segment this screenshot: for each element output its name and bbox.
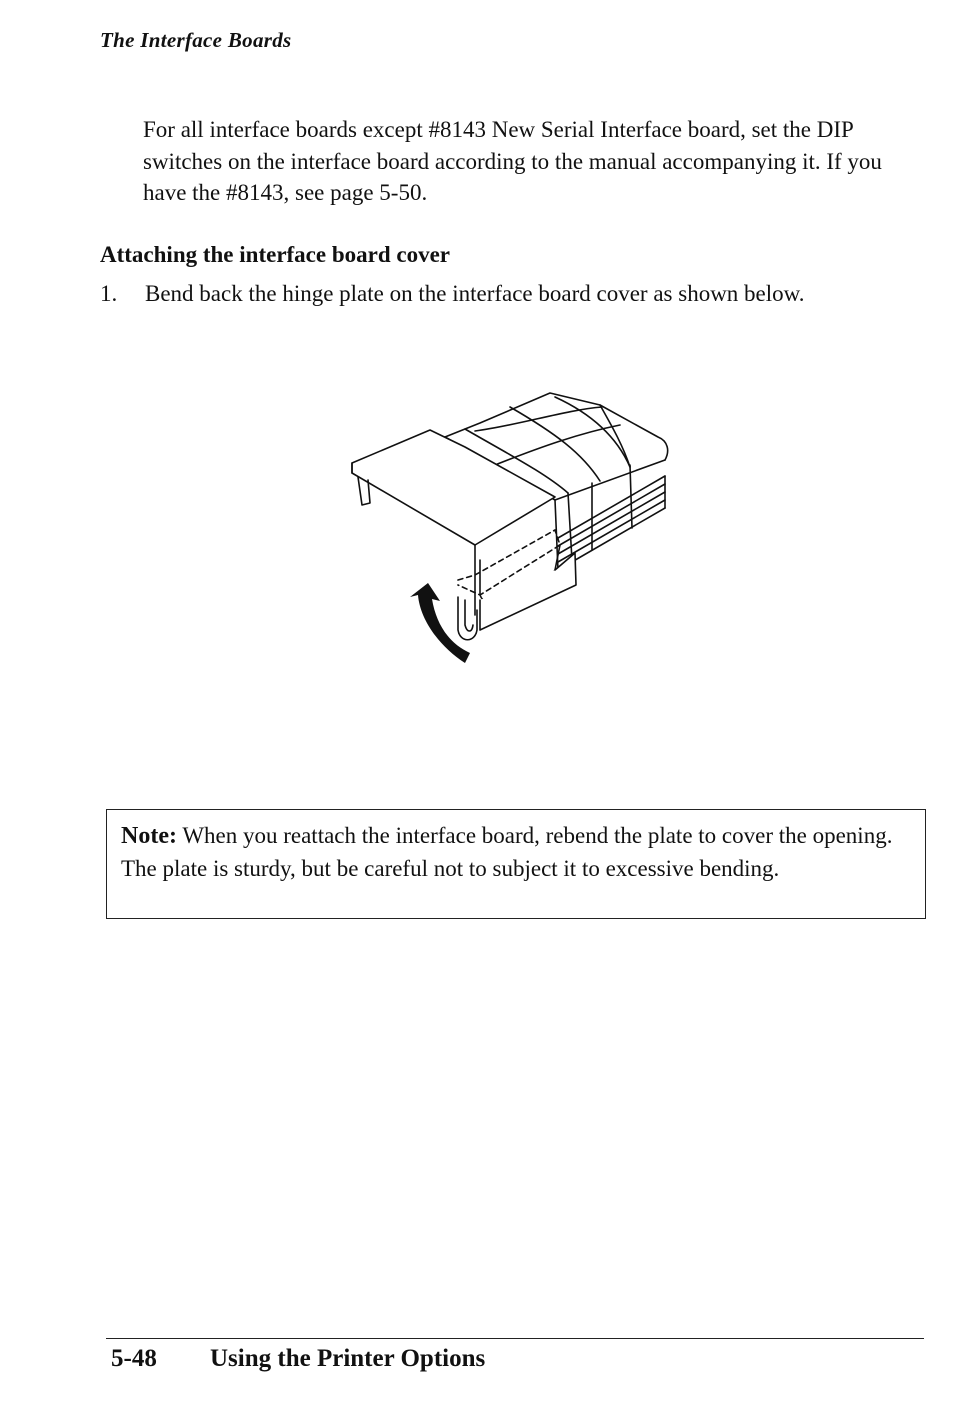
running-head: The Interface Boards xyxy=(100,28,292,52)
page-number: 5-48 xyxy=(111,1345,157,1372)
note-text: When you reattach the interface board, rebend the plate to cover the opening. The plate is sturdy, but be careful not to subject it to excessive bending. xyxy=(121,823,893,881)
note-box xyxy=(106,809,926,919)
step-number: 1. xyxy=(100,281,118,306)
chapter-title: Using the Printer Options xyxy=(210,1345,486,1372)
step-text: Bend back the hinge plate on the interface board cover as shown below. xyxy=(145,281,805,306)
step-item xyxy=(100,278,880,310)
section-heading: Attaching the interface board cover xyxy=(100,242,451,267)
note-label: Note: xyxy=(121,823,177,849)
interface-board-cover-illustration xyxy=(340,385,685,670)
footer-rule xyxy=(106,1338,924,1339)
intro-paragraph: For all interface boards except #8143 New Serial Interface board, set the DIP switches on the interface board according to the manual accompanying it. If you have the #8143, see page 5-50. xyxy=(143,117,882,205)
